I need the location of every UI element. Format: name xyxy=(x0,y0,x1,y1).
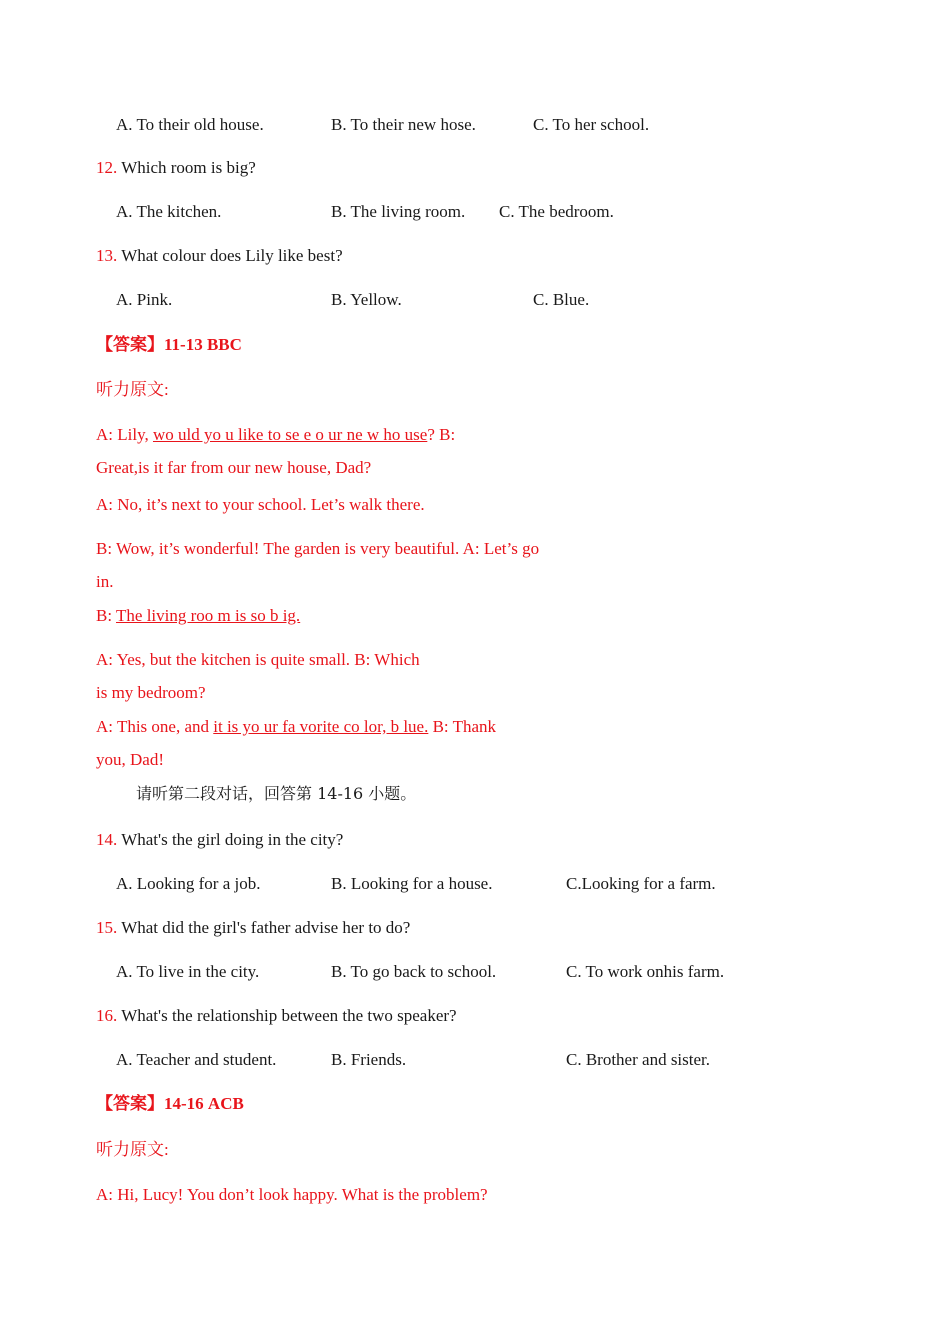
q11-option-a: A. To their old house. xyxy=(116,115,264,134)
answer-label: 【答案】 xyxy=(96,1094,164,1113)
q14-option-b: B. Looking for a house. xyxy=(331,874,493,893)
question-text: What did the girl's father advise her to do? xyxy=(121,918,411,937)
underlined-text: The living roo m is so b ig. xyxy=(116,606,301,625)
q13-option-c: C. Blue. xyxy=(533,290,590,309)
dialogue-line: B: Wow, it’s wonderful! The garden is very beautiful. A: Let’s go xyxy=(96,539,540,558)
transcript-label: 听力原文: xyxy=(96,1140,169,1159)
question-number: 14. xyxy=(96,830,118,849)
question-14 xyxy=(96,830,343,850)
underlined-text: it is yo ur fa vorite co lor, b lue. xyxy=(213,717,429,736)
q15-option-b: B. To go back to school. xyxy=(331,962,497,981)
question-text: Which room is big? xyxy=(121,158,256,177)
question-number: 15. xyxy=(96,918,118,937)
dialogue-line xyxy=(96,606,300,626)
question-number: 13. xyxy=(96,246,118,265)
dialogue-text: B: Thank xyxy=(428,717,497,736)
dialogue-text: A: This one, and xyxy=(96,717,214,736)
q15-option-a: A. To live in the city. xyxy=(116,962,260,981)
answer-value: 14-16 ACB xyxy=(164,1094,244,1113)
dialogue-line xyxy=(96,717,496,737)
dialogue-line: is my bedroom? xyxy=(96,683,206,702)
q16-option-a: A. Teacher and student. xyxy=(116,1050,277,1069)
q12-option-a: A. The kitchen. xyxy=(116,202,222,221)
question-text: What colour does Lily like best? xyxy=(121,246,343,265)
dialogue-line xyxy=(96,425,455,445)
question-16 xyxy=(96,1006,457,1026)
dialogue-line: Great,is it far from our new house, Dad? xyxy=(96,458,372,477)
question-number: 16. xyxy=(96,1006,118,1025)
dialogue-line: A: No, it’s next to your school. Let’s walk there. xyxy=(96,495,425,514)
question-12 xyxy=(96,158,256,178)
dialogue-line: A: Hi, Lucy! You don’t look happy. What is the problem? xyxy=(96,1185,488,1204)
q16-option-b: B. Friends. xyxy=(331,1050,407,1069)
question-text: What's the relationship between the two speaker? xyxy=(121,1006,457,1025)
dialogue-line: you, Dad! xyxy=(96,750,164,769)
q15-option-c: C. To work onhis farm. xyxy=(566,962,725,981)
dialogue-line: A: Yes, but the kitchen is quite small. B: Which xyxy=(96,650,420,669)
question-15 xyxy=(96,918,410,938)
q16-option-c: C. Brother and sister. xyxy=(566,1050,711,1069)
q12-option-b: B. The living room. xyxy=(331,202,466,221)
q13-option-b: B. Yellow. xyxy=(331,290,402,309)
transcript-label: 听力原文: xyxy=(96,380,169,399)
dialogue-line: in. xyxy=(96,572,114,591)
question-13 xyxy=(96,246,343,266)
answer-line-1 xyxy=(96,335,242,355)
q11-option-c: C. To her school. xyxy=(533,115,650,134)
q14-option-a: A. Looking for a job. xyxy=(116,874,261,893)
answer-value: 11-13 BBC xyxy=(164,335,242,354)
dialogue-text: A: Lily, xyxy=(96,425,153,444)
dialogue-text: B: xyxy=(96,606,117,625)
dialogue-text: ? B: xyxy=(427,425,456,444)
answer-line-2 xyxy=(96,1094,244,1114)
q12-option-c: C. The bedroom. xyxy=(499,202,614,221)
section-instruction: 请听第二段对话，回答第 14-16 小题。 xyxy=(136,784,417,803)
underlined-text: wo uld yo u like to se e o ur ne w ho use xyxy=(152,425,428,444)
question-text: What's the girl doing in the city? xyxy=(121,830,344,849)
question-number: 12. xyxy=(96,158,118,177)
q14-option-c: C.Looking for a farm. xyxy=(566,874,716,893)
answer-label: 【答案】 xyxy=(96,335,164,354)
q13-option-a: A. Pink. xyxy=(116,290,173,309)
q11-option-b: B. To their new hose. xyxy=(331,115,476,134)
